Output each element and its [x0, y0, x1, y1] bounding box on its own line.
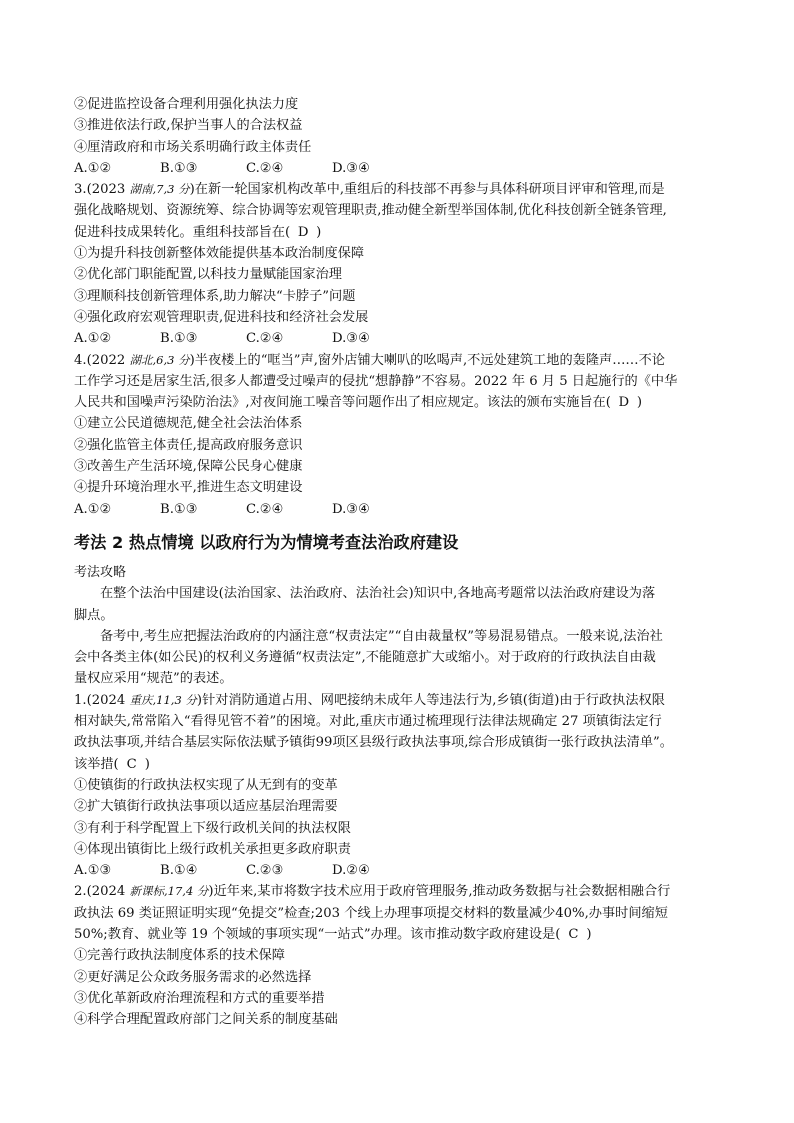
question-source: 湖南,7,3 分: [129, 182, 190, 197]
question-text-end: ): [144, 756, 150, 772]
option-4: ④科学合理配置政府部门之间关系的制度基础: [74, 1012, 338, 1028]
s2-question-2-line-3: [74, 924, 724, 945]
choice-c: C.②③: [246, 863, 284, 879]
answer-choices: [74, 860, 724, 881]
question-4-line-1: [74, 350, 724, 371]
question-number: 3.(2023: [74, 182, 126, 198]
choice-a: A.①②: [74, 501, 112, 517]
s2-question-2-line-1: [74, 881, 724, 902]
option-3: ③改善生产生活环境,保障公民身心健康: [74, 459, 303, 475]
question-4-line-2: 工作学习还是居家生活,很多人都遭受过噪声的侵扰“想静静”不容易。2022 年 6 月 5 日起施行的《中华: [74, 373, 678, 389]
answer-choices: [74, 499, 724, 520]
option-1: ①使镇街的行政执法权实现了从无到有的变革: [74, 777, 338, 793]
question-text: )针对消防通道占用、网吧接纳未成年人等违法行为,乡镇(街道)由于行政执法权限: [196, 692, 665, 708]
choice-b: B.①③: [160, 331, 198, 347]
question-text: )在新一轮国家机构改革中,重组后的科技部不再参与具体科研项目评审和管理,而是: [189, 182, 665, 198]
choice-d: D.③④: [332, 331, 370, 347]
question-number: 2.(2024: [74, 884, 126, 900]
option-4: ④强化政府宏观管理职责,促进科技和经济社会发展: [74, 309, 369, 325]
question-number: 1.(2024: [74, 692, 126, 708]
question-text: 人民共和国噪声污染防治法》,对夜间施工噪音等问题作出了相应规定。该法的颁布实施旨在(: [74, 395, 611, 411]
question-number: 4.(2022: [74, 352, 126, 368]
option-3: ③理顺科技创新管理体系,助力解决“卡脖子”问题: [74, 288, 356, 304]
strategy-paragraph-2-end: 量权应采用“规范”的表述。: [74, 671, 233, 687]
question-4-line-3: [74, 392, 724, 413]
question-text: )近年来,某市将数字技术应用于政府管理服务,推动政务数据与社会数据相融合行: [208, 884, 671, 900]
option-4: ④提升环境治理水平,推进生态文明建设: [74, 480, 303, 496]
question-text: 该举措(: [74, 756, 119, 772]
question-text: 50%;教育、就业等 19 个领域的事项实现“一站式”办理。该市推动数字政府建设是(: [74, 926, 561, 942]
strategy-paragraph-2: 备考中,考生应把握法治政府的内涵注意“权责法定”“自由裁量权”等易混易错点。一般来说,法治社: [100, 628, 663, 644]
strategy-label: 考法攻略: [74, 564, 127, 580]
document-page: [74, 94, 724, 1030]
question-source: 新课标,17,4 分: [129, 884, 209, 899]
choice-d: D.③④: [332, 501, 370, 517]
question-3-line-3: [74, 222, 724, 243]
choice-d: D.②④: [332, 863, 370, 879]
answer-mark: C: [126, 756, 137, 772]
option-4: ④体现出镇街比上级行政机关承担更多政府职责: [74, 841, 351, 857]
question-source: 湖北,6,3 分: [129, 352, 190, 367]
option-1: ①建立公民道德规范,健全社会法治体系: [74, 416, 303, 432]
option-3: ③有利于科学配置上下级行政机关间的执法权限: [74, 820, 351, 836]
choice-b: B.①④: [160, 863, 198, 879]
option-3: ③推进依法行政,保护当事人的合法权益: [74, 118, 303, 134]
s2-question-1-line-4: [74, 754, 724, 775]
question-text: )半夜楼上的“哐当”声,窗外店铺大喇叭的吆喝声,不远处建筑工地的轰隆声……不论: [189, 352, 665, 368]
choice-a: A.①②: [74, 331, 112, 347]
option-2: ②促进监控设备合理利用强化执法力度: [74, 97, 299, 112]
question-text: 促进科技成果转化。重组科技部旨在(: [74, 224, 291, 240]
option-2: ②优化部门职能配置,以科技力量赋能国家治理: [74, 267, 342, 283]
choice-a: A.①②: [74, 160, 112, 176]
answer-mark: C: [568, 926, 579, 942]
question-text-end: ): [586, 926, 592, 942]
strategy-paragraph-1-cont: 脚点。: [74, 607, 114, 623]
option-4: ④厘清政府和市场关系明确行政主体责任: [74, 139, 312, 155]
answer-mark: D: [618, 395, 630, 411]
choice-b: B.①③: [160, 160, 198, 176]
option-2: ②扩大镇街行政执法事项以适应基层治理需要: [74, 799, 338, 815]
option-2: ②更好满足公众政务服务需求的必然选择: [74, 969, 312, 985]
question-source: 重庆,11,3 分: [129, 692, 197, 707]
question-3-line-1: [74, 179, 724, 200]
question-text-end: ): [316, 224, 322, 240]
choice-d: D.③④: [332, 160, 370, 176]
s2-question-1-line-2: 相对缺失,常常陷入“看得见管不着”的困境。对此,重庆市通过梳理现行法律法规确定 27 项镇街法定行: [74, 714, 662, 730]
answer-choices: [74, 158, 724, 179]
question-3-line-2: 强化战略规划、资源统筹、综合协调等宏观管理职责,推动健全新型举国体制,优化科技创新全链条管理,: [74, 203, 667, 219]
section-title: 考法 2 热点情境 以政府行为为情境考查法治政府建设: [74, 532, 459, 552]
choice-c: C.②④: [246, 160, 284, 176]
option-3: ③优化革新政府治理流程和方式的重要举措: [74, 990, 325, 1006]
option-1: ①为提升科技创新整体效能提供基本政治制度保障: [74, 246, 365, 262]
choice-b: B.①③: [160, 501, 198, 517]
choice-a: A.①③: [74, 863, 112, 879]
answer-choices: [74, 328, 724, 349]
s2-question-1-line-3: 政执法事项,并结合基层实际依法赋予镇街99项区县级行政执法事项,综合形成镇街一张行政执法清单”。: [74, 735, 673, 751]
answer-mark: D: [297, 224, 309, 240]
option-2: ②强化监管主体责任,提高政府服务意识: [74, 437, 303, 453]
question-text-end: ): [636, 395, 642, 411]
strategy-paragraph-2-cont: 会中各类主体(如公民)的权利义务遵循“权责法定”,不能随意扩大或缩小。对于政府的行政执法自由裁: [74, 650, 656, 666]
s2-question-2-line-2: 政执法 69 类证照证明实现“免提交”检查;203 个线上办理事项提交材料的数量减少40%,办事时间缩短: [74, 905, 668, 921]
s2-question-1-line-1: [74, 690, 724, 711]
strategy-paragraph-1: 在整个法治中国建设(法治国家、法治政府、法治社会)知识中,各地高考题常以法治政府建设为落: [100, 586, 656, 602]
choice-c: C.②④: [246, 331, 284, 347]
choice-c: C.②④: [246, 501, 284, 517]
option-1: ①完善行政执法制度体系的技术保障: [74, 948, 285, 964]
